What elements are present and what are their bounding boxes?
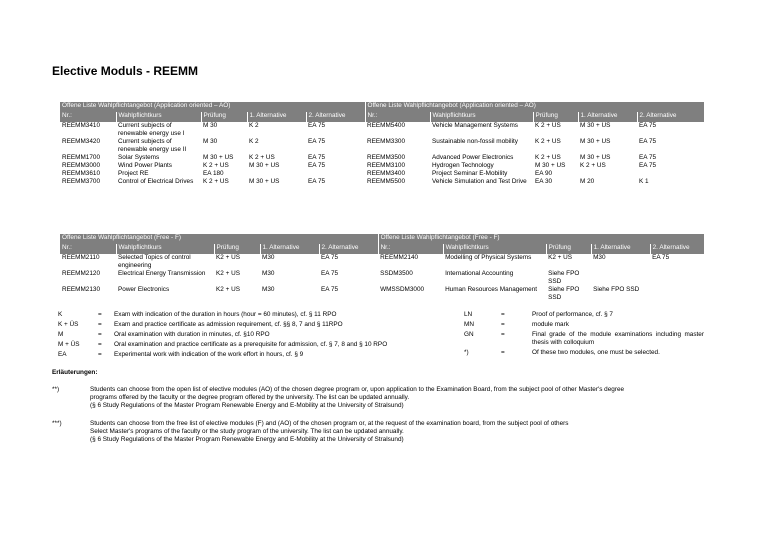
- table-cell: M 30 + US: [580, 138, 611, 145]
- note-line: Students can choose from the free list of elective modules (F) and (AO) of the chosen program or, at the request of the examination board, from the subject pool of others: [90, 420, 569, 427]
- column-header: Nr.:: [60, 244, 116, 254]
- table-cell: WMSSDM3000: [380, 286, 425, 293]
- elective-table-free: [60, 234, 704, 302]
- table-cell: EA 75: [321, 254, 339, 261]
- column-header: 1. Alternative: [260, 244, 319, 254]
- table-cell: K 2: [249, 122, 259, 129]
- table-cell: M30: [593, 254, 606, 261]
- table-cell: REEMM3500: [367, 154, 406, 161]
- table-heading-left: Offene Liste Wahlpflichtangebot (Application oriented – AO): [60, 102, 365, 112]
- table-row: [60, 254, 704, 270]
- table-cell: [650, 286, 704, 302]
- table-header-band: [60, 102, 704, 112]
- legend-eq: =: [501, 311, 505, 318]
- table-cell: [247, 170, 306, 178]
- column-header: 2. Alternative: [306, 112, 365, 122]
- table-cell: [637, 170, 704, 178]
- legend-eq: =: [501, 349, 505, 356]
- table-cell: [578, 170, 637, 178]
- table-cell: M30: [262, 254, 275, 261]
- table-cell: REEMM3400: [367, 170, 406, 177]
- table-row: [60, 122, 704, 138]
- table-cell: Current subjects of renewable energy use I: [118, 122, 185, 137]
- column-header: 1. Alternative: [591, 244, 650, 254]
- column-header: 1. Alternative: [247, 112, 306, 122]
- table-cell: M 30: [203, 138, 218, 145]
- legend-item: [464, 311, 704, 319]
- legend-item: [464, 321, 704, 329]
- note-line: programs offered by the faculty or the degree program offered by the university. The list can be updated annually.: [90, 394, 410, 401]
- table-cell: Hydrogen Technology: [432, 162, 494, 169]
- table-row: [60, 138, 704, 154]
- table-cell: EA 75: [308, 122, 326, 129]
- column-headers: [60, 112, 704, 122]
- table-cell: REEMM3300: [367, 138, 406, 145]
- table-cell: REEMM2140: [380, 254, 419, 261]
- table-cell: K 2 + US: [535, 122, 561, 129]
- table-cell: REEMM3000: [62, 162, 101, 169]
- table-cell: EA 30: [535, 178, 553, 185]
- table-cell: EA 75: [639, 122, 657, 129]
- table-cell: K 2 + US: [249, 154, 275, 161]
- table-cell: EA 75: [639, 138, 657, 145]
- explanations-heading: Erläuterungen:: [52, 369, 98, 376]
- note-mark: **): [52, 386, 60, 393]
- table-row: [60, 162, 704, 170]
- table-cell: M 20: [580, 178, 595, 185]
- legend-item: [464, 331, 704, 347]
- legend-abbr: M: [58, 331, 64, 338]
- legend-desc: Exam with indication of the duration in hours (hour = 60 minutes), cf. § 11 RPO: [114, 311, 337, 318]
- table-cell: EA 75: [652, 254, 670, 261]
- legend-right: [462, 309, 706, 359]
- table-cell: REEMM3610: [62, 170, 101, 177]
- column-header: Wahlpflichtkurs: [430, 112, 533, 122]
- legend-item: [58, 341, 444, 349]
- legend-item: [58, 311, 444, 319]
- table-cell: REEMM1700: [62, 154, 101, 161]
- table-cell: M 30: [203, 122, 218, 129]
- table-cell: REEMM2110: [62, 254, 100, 261]
- column-header: Wahlpflichtkurs: [443, 244, 546, 254]
- table-cell: M 30 + US: [580, 154, 611, 161]
- table-cell: Control of Electrical Drives: [118, 178, 194, 185]
- legend-item: [58, 331, 444, 339]
- legend-desc: Of these two modules, one must be selected.: [532, 349, 660, 356]
- table-cell: K 2 + US: [203, 162, 229, 169]
- table-cell: M 30 + US: [249, 178, 280, 185]
- table-cell: EA 75: [639, 162, 657, 169]
- table-cell: REEMM3420: [62, 138, 101, 145]
- table-cell: K2 + US: [216, 270, 240, 277]
- table-cell: M 30 + US: [580, 122, 611, 129]
- table-cell: REEMM2120: [62, 270, 101, 277]
- table-cell: Wind Power Plants: [118, 162, 172, 169]
- table-cell: Sustainable non-fossil mobility: [432, 138, 518, 145]
- legend-desc: Proof of performance, cf. § 7: [532, 311, 613, 318]
- table-cell: M30: [262, 270, 275, 277]
- legend-eq: =: [98, 311, 102, 318]
- legend-desc: Exam and practice certificate as admission requirement, cf. §§ 8, 7 and § 11RPO: [114, 321, 343, 328]
- table-cell: REEMM3700: [62, 178, 101, 185]
- table-heading-left: Offene Liste Wahlpflichtangebot (Free - F): [60, 234, 378, 244]
- legend-desc: Oral examination and practice certificate as a prerequisite for admission, cf. § 7, 8 and § 10 RPO: [114, 341, 388, 348]
- table-cell: Vehicle Simulation and Test Drive: [432, 178, 527, 185]
- column-header: Prüfung: [214, 244, 260, 254]
- table-cell: K 2 + US: [535, 154, 561, 161]
- table-cell: EA 75: [639, 154, 657, 161]
- column-header: Nr.:: [378, 244, 443, 254]
- table-cell: Vehicle Management Systems: [432, 122, 518, 129]
- table-cell: EA 75: [321, 270, 339, 277]
- column-header: 2. Alternative: [650, 244, 704, 254]
- table-cell: EA 90: [535, 170, 553, 177]
- table-header-band: [60, 234, 704, 244]
- table-cell: Advanced Power Electronics: [432, 154, 514, 161]
- table-cell: REEMM5500: [367, 178, 406, 185]
- column-header: Prüfung: [201, 112, 247, 122]
- legend-abbr: MN: [464, 321, 474, 328]
- table-row: [60, 286, 704, 302]
- table-cell: M 30 + US: [249, 162, 280, 169]
- table-row: [60, 178, 704, 186]
- legend-eq: =: [501, 321, 505, 328]
- note-line: (§ 6 Study Regulations of the Master Program Renewable Energy and E-Mobility at the University of Stralsund): [90, 402, 404, 409]
- table-row: [60, 270, 704, 286]
- table-cell: K2 + US: [548, 254, 573, 261]
- column-header: Nr.:: [365, 112, 430, 122]
- legend-abbr: GN: [464, 331, 474, 338]
- table-cell: REEMM3100: [367, 162, 406, 169]
- table-row: [60, 170, 704, 178]
- table-cell: Electrical Energy Transmission: [118, 270, 206, 277]
- note-line: (§ 6 Study Regulations of the Master Program Renewable Energy and E-Mobility at the University of Stralsund): [90, 436, 404, 443]
- table-cell: EA 180: [203, 170, 224, 177]
- page-title: Elective Moduls - REEMM: [52, 64, 199, 78]
- table-cell: EA 75: [321, 286, 339, 293]
- note-line: Select Master's programs of the faculty or the study program of the university. The list can be updated annually.: [90, 428, 404, 435]
- table-heading-right: Offene Liste Wahlpflichtangebot (Free - F): [378, 234, 704, 244]
- table-cell: EA 75: [308, 154, 326, 161]
- table-cell: [591, 270, 650, 286]
- legend-abbr: *): [464, 349, 469, 356]
- table-cell: K 2 + US: [203, 178, 229, 185]
- table-cell: Human Resources Management: [445, 286, 538, 293]
- table-cell: EA 75: [308, 162, 326, 169]
- note-line: Students can choose from the open list of elective modules (AO) of the chosen degree program or, upon application to the Examination Board, from the subject pool of other Master's degree: [90, 386, 625, 393]
- table-cell: K 2 + US: [535, 138, 561, 145]
- table-cell: REEMM2130: [62, 286, 101, 293]
- table-row: [60, 154, 704, 162]
- table-cell: Siehe FPO SSD: [593, 286, 640, 293]
- legend-abbr: K + ÜS: [58, 321, 79, 328]
- table-cell: Project Seminar E-Mobility: [432, 170, 508, 177]
- table-cell: K 2 + US: [580, 162, 606, 169]
- legend-abbr: EA: [58, 351, 67, 358]
- column-header: 1. Alternative: [578, 112, 637, 122]
- table-cell: EA 75: [308, 178, 326, 185]
- table-cell: M 30 + US: [203, 154, 234, 161]
- legend-abbr: LN: [464, 311, 473, 318]
- table-cell: Power Electronics: [118, 286, 170, 293]
- table-cell: Solar Systems: [118, 154, 160, 161]
- column-header: 2. Alternative: [319, 244, 378, 254]
- legend-eq: =: [98, 331, 102, 338]
- table-heading-right: Offene Liste Wahlpflichtangebot (Application oriented – AO): [365, 102, 704, 112]
- table-cell: K 2: [249, 138, 259, 145]
- legend-desc: Experimental work with indication of the work effort in hours, cf. § 9: [114, 351, 304, 358]
- column-header: Nr.:: [60, 112, 116, 122]
- table-cell: K 1: [639, 178, 649, 185]
- table-cell: Siehe FPO SSD: [548, 286, 580, 301]
- column-header: Prüfung: [546, 244, 591, 254]
- table-cell: Selected Topics of control engineering: [118, 254, 191, 269]
- legend-left: [56, 309, 446, 361]
- legend-item: [58, 321, 444, 329]
- table-cell: SSDM3500: [380, 270, 413, 277]
- legend-desc: Oral examination with duration in minutes, cf. §10 RPO: [114, 331, 270, 338]
- table-cell: International Accounting: [445, 270, 514, 277]
- table-cell: K2 + US: [216, 286, 240, 293]
- legend-item: [58, 351, 444, 359]
- table-cell: REEMM3410: [62, 122, 101, 129]
- column-header: 2. Alternative: [637, 112, 704, 122]
- table-cell: Modelling of Physical Systems: [445, 254, 532, 261]
- legend-eq: =: [98, 341, 102, 348]
- column-header: Prüfung: [533, 112, 578, 122]
- note-mark: ***): [52, 420, 62, 427]
- legend-item: [464, 349, 704, 357]
- table-cell: [306, 170, 365, 178]
- legend-desc: module mark: [532, 321, 569, 328]
- legend-eq: =: [98, 351, 102, 358]
- legend-abbr: K: [58, 311, 63, 318]
- column-header: Wahlpflichtkurs: [116, 244, 214, 254]
- legend-abbr: M + ÜS: [58, 341, 80, 348]
- legend-desc: Final grade of the module examinations including master thesis with colloquium: [532, 331, 704, 346]
- table-cell: Current subjects of renewable energy use II: [118, 138, 187, 153]
- table-cell: [650, 270, 704, 286]
- table-cell: Siehe FPO SSD: [548, 270, 580, 285]
- table-cell: EA 75: [308, 138, 326, 145]
- column-headers: [60, 244, 704, 254]
- table-cell: REEMM5400: [367, 122, 406, 129]
- table-cell: M30: [262, 286, 275, 293]
- table-cell: Project RE: [118, 170, 149, 177]
- table-cell: M 30 + US: [535, 162, 566, 169]
- legend-eq: =: [98, 321, 102, 328]
- table-cell: K2 + US: [216, 254, 240, 261]
- column-header: Wahlpflichtkurs: [116, 112, 201, 122]
- legend-eq: =: [501, 331, 505, 338]
- elective-table-ao: [60, 102, 704, 186]
